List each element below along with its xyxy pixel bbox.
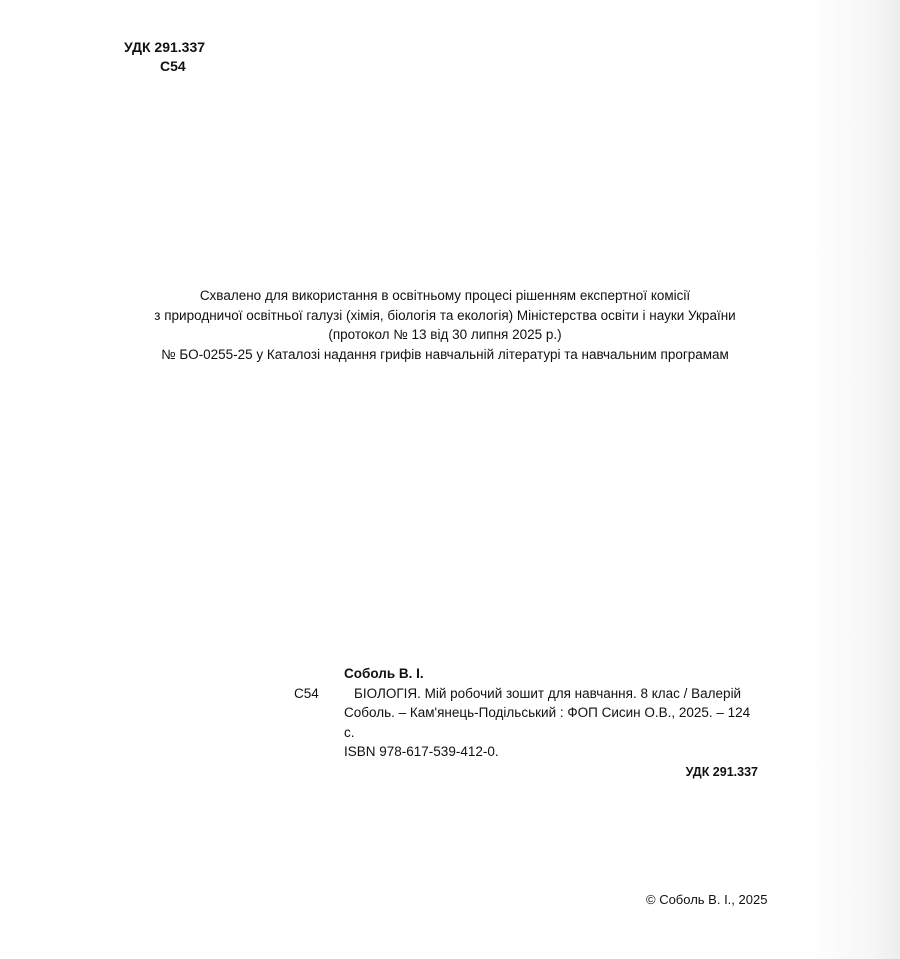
approval-line: з природничої освітньої галузі (хімія, біологія та екологія) Міністерства освіти і науки України [154,307,736,323]
bib-row [294,684,764,704]
udk-header [124,38,205,76]
author-cipher: С54 [160,58,186,74]
approval-line: (протокол № 13 від 30 липня 2025 р.) [328,327,562,342]
copyright-notice: © Соболь В. І., 2025 [646,892,768,907]
bib-description [344,703,764,762]
page-edge-shadow [808,0,900,959]
bib-udk: УДК 291.337 [685,764,758,779]
bib-publisher-line: Соболь. – Кам'янець-Подільський : ФОП Сисин О.В., 2025. – 124 с. [344,705,751,740]
bib-title-line: БІОЛОГІЯ. Мій робочий зошит для навчання. 8 клас / Валерій [354,685,742,701]
approval-line: Схвалено для використання в освітньому процесі рішенням експертної комісії [199,288,691,303]
bibliographic-record [294,664,764,782]
approval-line: № БО-0255-25 у Каталозі надання грифів навчальній літературі та навчальним програмам [161,346,729,362]
udk-code: УДК 291.337 [124,39,206,55]
bib-author: Соболь В. І. [344,666,424,681]
bib-cipher: С54 [294,685,319,701]
bib-isbn: ISBN 978-617-539-412-0. [344,744,499,759]
approval-statement [90,286,800,364]
